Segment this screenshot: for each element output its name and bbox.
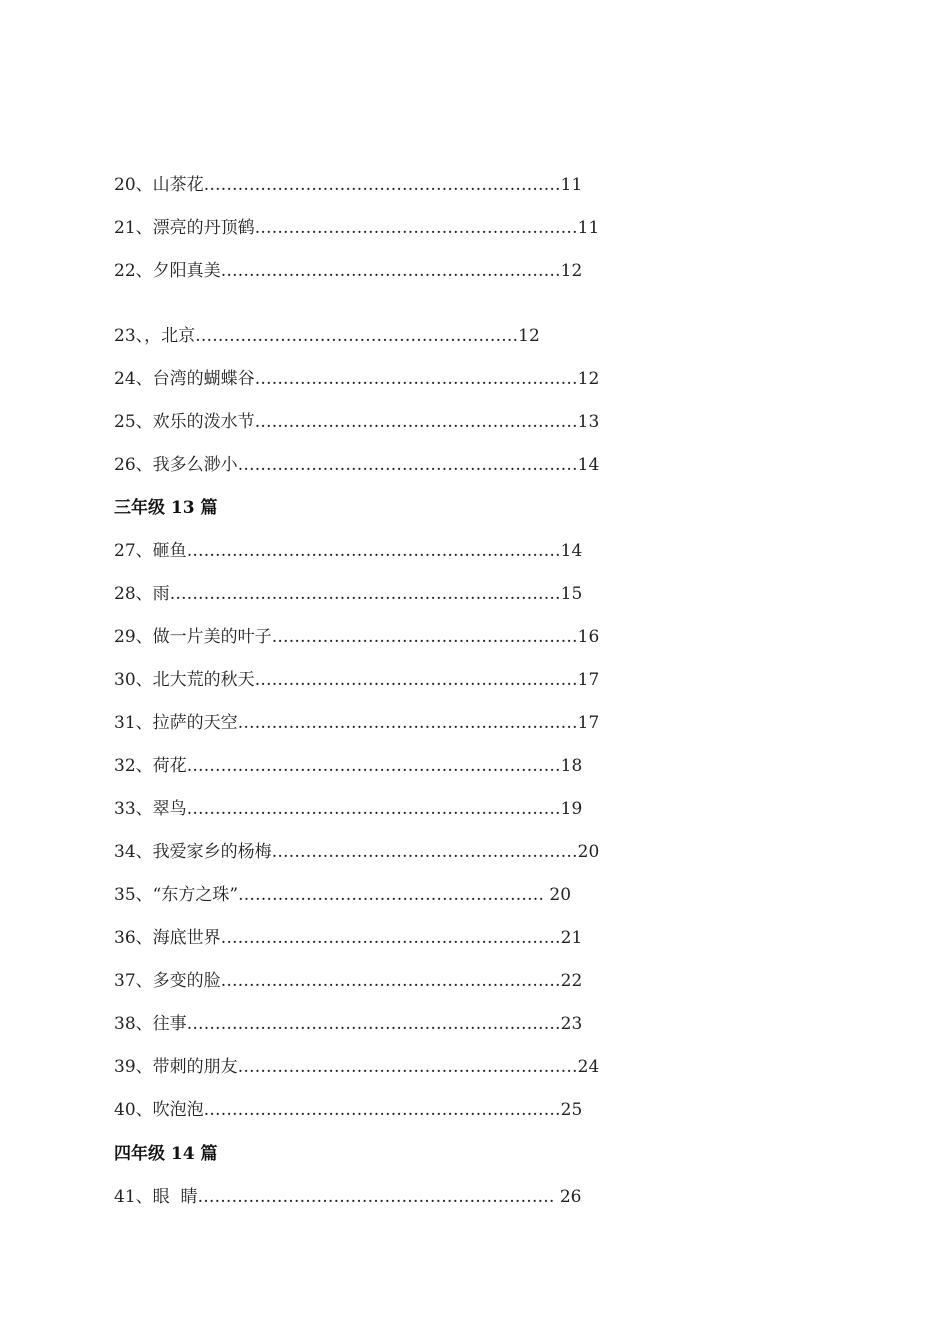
toc-entry-26: 26、我多么渺小……………………………………………………14 bbox=[114, 455, 600, 475]
toc-entry-27: 27、砸鱼…………………………………………………………14 bbox=[114, 541, 583, 561]
section-heading-grade4: 四年级 14 篇 bbox=[114, 1144, 218, 1164]
toc-entry-39: 39、带刺的朋友……………………………………………………24 bbox=[114, 1057, 600, 1077]
toc-entry-22: 22、夕阳真美……………………………………………………12 bbox=[114, 261, 583, 281]
toc-entry-31: 31、拉萨的天空……………………………………………………17 bbox=[114, 713, 600, 733]
toc-entry-29: 29、做一片美的叶子………………………………………………16 bbox=[114, 627, 600, 647]
toc-entry-23: 23、，北京…………………………………………………12 bbox=[114, 326, 540, 346]
toc-entry-40: 40、吹泡泡………………………………………………………25 bbox=[114, 1100, 583, 1120]
toc-entry-33: 33、翠鸟…………………………………………………………19 bbox=[114, 799, 583, 819]
toc-entry-35: 35、“东方之珠”……………………………………………… 20 bbox=[114, 885, 572, 905]
toc-entry-38: 38、往事…………………………………………………………23 bbox=[114, 1014, 583, 1034]
toc-entry-36: 36、海底世界……………………………………………………21 bbox=[114, 928, 583, 948]
toc-entry-24: 24、台湾的蝴蝶谷…………………………………………………12 bbox=[114, 369, 600, 389]
toc-entry-34: 34、我爱家乡的杨梅………………………………………………20 bbox=[114, 842, 600, 862]
toc-entry-20: 20、山茶花………………………………………………………11 bbox=[114, 175, 583, 195]
toc-entry-28: 28、雨……………………………………………………………15 bbox=[114, 584, 583, 604]
toc-entry-25: 25、欢乐的泼水节…………………………………………………13 bbox=[114, 412, 600, 432]
section-heading-grade3: 三年级 13 篇 bbox=[114, 498, 218, 518]
toc-entry-32: 32、荷花…………………………………………………………18 bbox=[114, 756, 583, 776]
toc-entry-37: 37、多变的脸……………………………………………………22 bbox=[114, 971, 583, 991]
toc-entry-30: 30、北大荒的秋天…………………………………………………17 bbox=[114, 670, 600, 690]
toc-entry-21: 21、漂亮的丹顶鹤…………………………………………………11 bbox=[114, 218, 600, 238]
toc-entry-41: 41、眼 睛……………………………………………………… 26 bbox=[114, 1187, 582, 1207]
